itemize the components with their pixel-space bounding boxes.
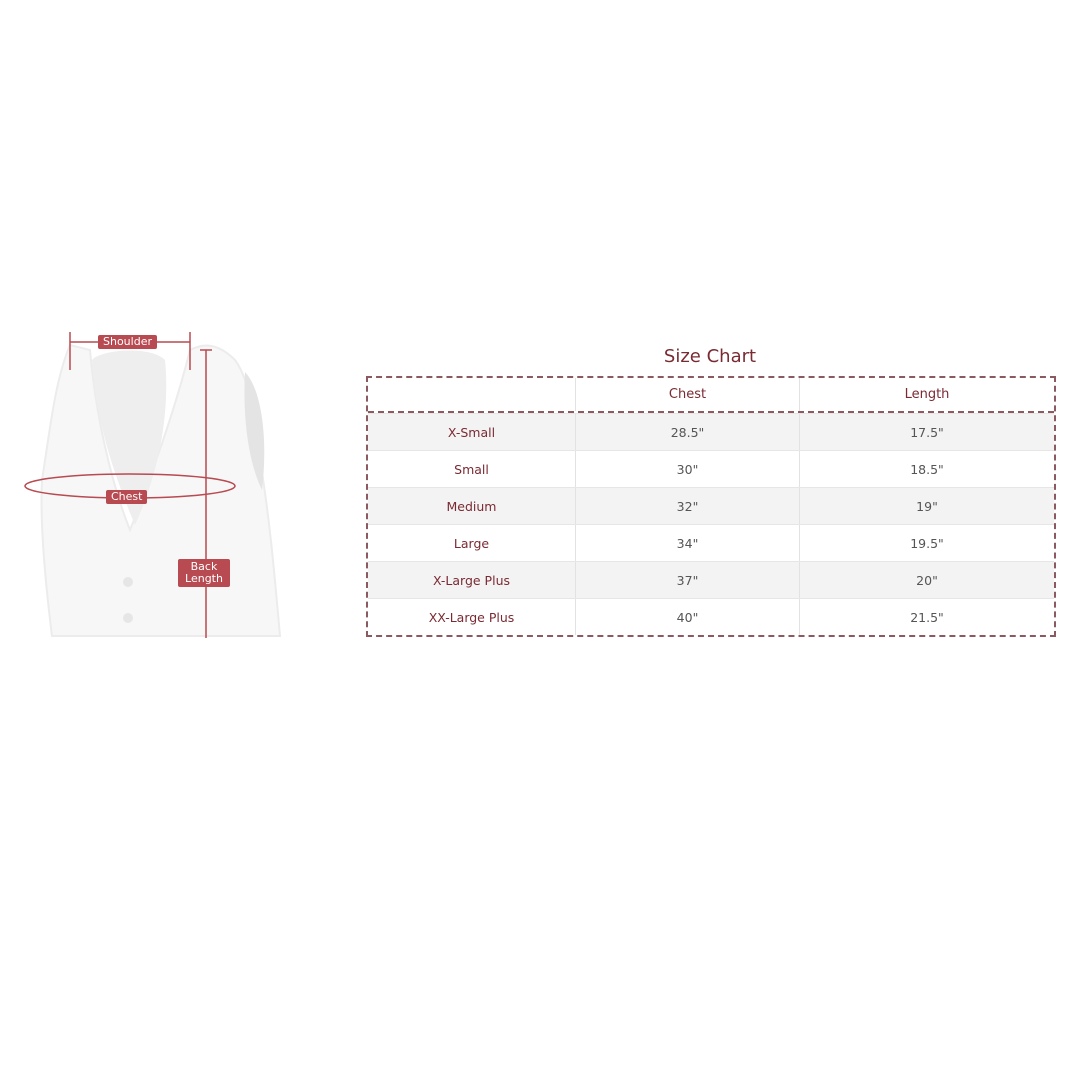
vest-illustration [0,320,300,640]
length-cell: 19" [916,498,938,514]
length-cell: 18.5" [910,461,944,477]
chest-cell: 30" [576,451,800,487]
length-cell: 21.5" [910,609,944,625]
size-cell: Medium [368,488,576,524]
size-cell: X-Large Plus [368,562,576,598]
size-chart-table [366,376,1056,637]
back-length-label-line1: Back [190,560,218,573]
shoulder-label: Shoulder [98,335,157,349]
size-cell: Small [368,451,576,487]
size-cell: XX-Large Plus [368,599,576,635]
chest-cell: 37" [576,562,800,598]
length-cell: 17.5" [910,424,944,440]
length-cell: 19.5" [910,535,944,551]
header-size [368,378,576,411]
back-length-label-line2: Length [185,572,223,585]
size-chart-title: Size Chart [663,346,757,367]
table-row [368,561,1054,598]
header-chest: Chest [576,378,800,411]
chest-cell: 34" [576,525,800,561]
back-length-label [178,559,230,587]
vest-measurement-figure [0,320,300,640]
length-cell: 20" [916,572,938,588]
chest-cell: 28.5" [576,414,800,450]
header-length: Length [904,387,950,402]
table-row [368,413,1054,450]
table-header-row [368,378,1054,413]
size-cell: X-Small [368,414,576,450]
chest-label: Chest [106,490,147,504]
table-row [368,524,1054,561]
chest-cell: 32" [576,488,800,524]
chest-cell: 40" [576,599,800,635]
table-row [368,450,1054,487]
table-row [368,487,1054,524]
size-cell: Large [368,525,576,561]
table-row [368,598,1054,635]
